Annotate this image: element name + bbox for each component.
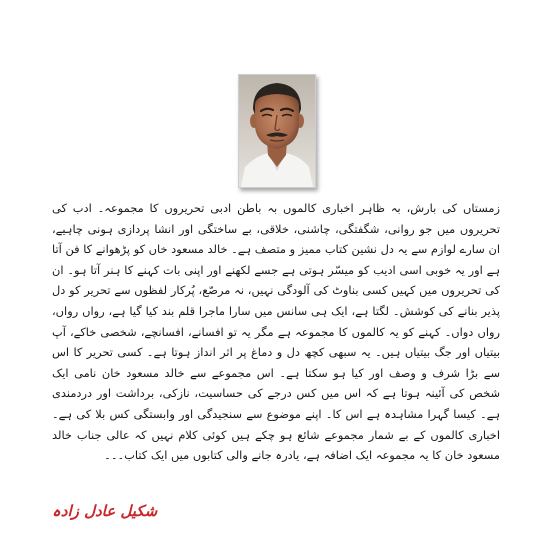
author-photo (238, 74, 316, 188)
blurb-paragraph: زمستاں کی بارش، بہ ظاہر اخباری کالموں بہ باطن ادبی تحریروں کا مجموعہ۔ ادب کی تحریروں میں جو روانی، شگفتگی، چاشنی، خلاقی، بے ساختگی اور انشا پردازی ہونی چاہیے، ان سارے لوازم سے یہ دل نشین کتاب ممیز و متصف ہے۔ خالد مسعود خاں کو پڑھوانے کا فن آتا ہے اور یہ خوبی اسی ادیب کو میسّر ہوتی ہے جسے لکھنے اور اپنی بات کہنے کا ہنر آتا ہو۔ ان کی تحریروں میں کہیں کسی بناوٹ کی آلودگی نہیں، نہ مرصّع، پُرکار لفظوں سے تحریر کو دل پذیر بنانے کی کوشش۔ لگتا ہے، ایک ہی سانس میں سارا ماجرا قلم بند کیا گیا ہے، رواں رواں، رواں دواں۔ کہنے کو یہ کالموں کا مجموعہ ہے مگر یہ تو افسانے، افسانچے، شخصی خاکے، آپ بیتیاں اور جگ بیتیاں ہیں۔ یہ سبھی کچھ دل و دماغ پر اثر انداز ہوتا ہے۔ کسی تحریر کا اس سے بڑا شرف و وصف اور کیا ہو سکتا ہے۔ اس مجموعے سے خالد مسعود خان نامی ایک شخص کی آئینہ ہوتا ہے کہ اس میں کس درجے کی حساسیت، نازکی، برداشت اور دردمندی ہے۔ کیسا گہرا مشاہدہ ہے اس کا۔ اپنے موضوع سے سنجیدگی اور وابستگی کس بلا کی ہے۔ اخباری کالموں کے بے شمار مجموعے شائع ہو چکے ہیں کوئی کلام نہیں کہ عالی جناب خالد مسعود خان کا یہ مجموعہ ایک اضافہ ہے، یادرہ جانے والی کتابوں میں ایک کتاب۔۔۔ (52, 201, 500, 463)
author-portrait-image (239, 75, 315, 187)
author-signature: شکیل عادل زادہ (52, 502, 158, 520)
